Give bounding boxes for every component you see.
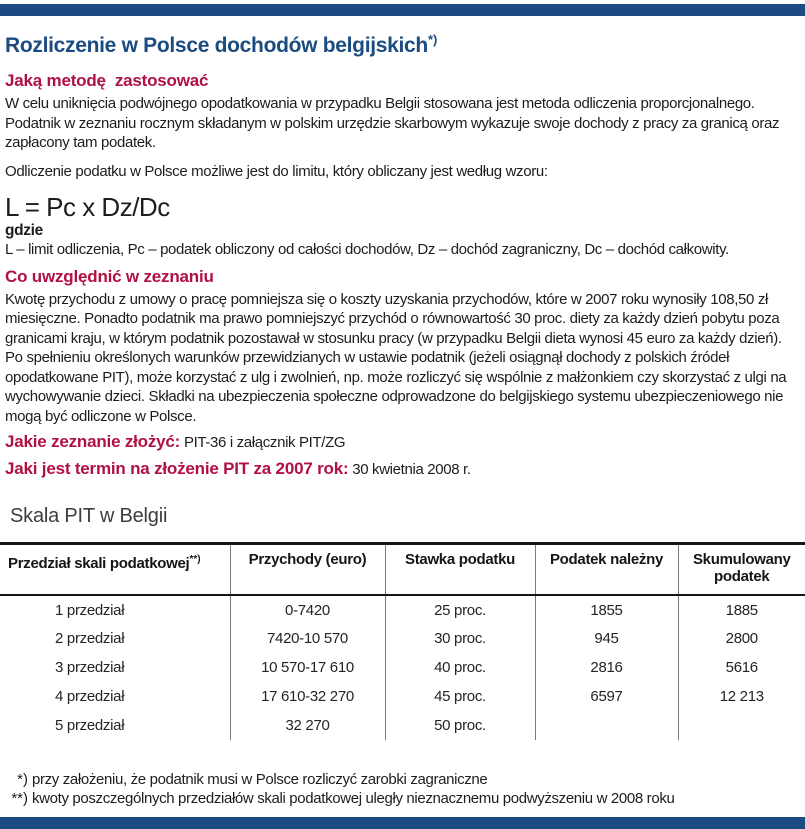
table-cell: 5616 [678,653,805,682]
footnote-text: przy założeniu, że podatnik musi w Polsce rozliczyć zarobki zagraniczne [32,771,488,788]
table-cell: 7420-10 570 [230,624,385,653]
table-row [0,711,805,740]
pit-scale-table [0,542,805,740]
qa-declaration-label: Jakie zeznanie złożyć: [5,432,181,451]
table-cell: 45 proc. [385,682,535,711]
table-cell: 1 przedział [55,601,125,619]
table-cell: 32 270 [230,711,385,740]
table-row [0,624,805,653]
column-header-rate: Stawka podatku [385,544,535,596]
footnote-single-star [0,770,805,789]
table-header-row [0,544,805,596]
footnote-marker: *) [17,771,28,788]
table-cell: 2800 [678,624,805,653]
table-cell: 5 przedział [55,717,125,734]
qa-declaration-value: PIT-36 i załącznik PIT/ZG [183,434,346,451]
table-cell: 2 przedział [55,630,125,647]
page-title-text: Rozliczenie w Polsce dochodów belgijskich [5,34,428,57]
table-cell: 1855 [535,595,678,624]
column-header-tax-due: Podatek należny [535,544,678,596]
page-title [5,27,805,58]
table-cell: 17 610-32 270 [230,682,385,711]
footnote-marker: **) [11,790,28,807]
qa-deadline-label: Jaki jest termin na złożenie PIT za 2007 rok: [5,459,349,478]
qa-line-declaration [5,432,805,453]
limit-formula: L = Pc x Dz/Dc [5,192,170,222]
table-cell: 30 proc. [385,624,535,653]
footnote-text: kwoty poszczególnych przedziałów skali podatkowej uległy nieznacznemu podwyższeniu w 2008 roku [32,790,675,807]
table-title: Skala PIT w Belgii [10,505,168,527]
table-cell: 0-7420 [230,595,385,624]
table-cell [535,711,678,740]
include-paragraph: Kwotę przychodu z umowy o pracę pomniejsza się o koszty uzyskania przychodów, które w 2007 roku wynosiły 108,50 zł miesięczne. Ponadto podatnik ma prawo pomniejszyć przychód o równowartość 30 proc. diety za każdy dzień pobytu poza granicami kraju, w którym podatnik pozostawał w stosunku pracy (w przypadku Belgii dieta wynosi 45 euro za każdy dzień). Po spełnieniu określonych warunków przewidzianych w ustawie podatnik (jeżeli osiągnął dochody z polskich źródeł opodatkowane PIT), może korzystać z ulg i zwolnień, np. może rozliczyć się wspólnie z małżonkiem czy skorzystać z ulgi na wychowywanie dzieci. Składki na ubezpieczenia społeczne odprowadzone do belgijskiego systemu ubezpieczeniowego nie mogą być odliczone w Polsce. [5,290,787,425]
table-cell: 945 [535,624,678,653]
formula-legend: L – limit odliczenia, Pc – podatek obliczony od całości dochodów, Dz – dochód zagraniczny, Dc – dochód całkowity. [5,241,729,258]
table-cell: 4 przedział [55,688,125,705]
table-cell: 2816 [535,653,678,682]
method-paragraph-1: W celu uniknięcia podwójnego opodatkowania w przypadku Belgii stosowana jest metoda odliczenia proporcjonalnego. Podatnik w zeznaniu rocznym składanym w polskim urzędzie skarbowym wykazuje swoje dochody z pracy za granicą oraz zapłacony tam podatek. [5,95,780,151]
section-heading-method: Jaką metodę zastosować [5,71,209,90]
top-divider-bar [0,4,805,16]
table-row [0,682,805,711]
column-header-footnote-marker: **) [189,554,201,565]
qa-line-deadline [5,459,805,480]
table-cell: 12 213 [678,682,805,711]
table-cell: 1885 [678,595,805,624]
table-cell: 10 570-17 610 [230,653,385,682]
page-title-footnote-marker: *) [427,32,438,47]
method-paragraph-2: Odliczenie podatku w Polsce możliwe jest do limitu, który obliczany jest według wzoru: [5,162,548,180]
table-cell [678,711,805,740]
section-heading-include: Co uwzględnić w zeznaniu [5,266,214,286]
column-header-revenue: Przychody (euro) [230,544,385,596]
table-cell: 3 przedział [55,659,125,676]
bottom-divider-bar [0,817,805,829]
table-cell: 50 proc. [385,711,535,740]
table-row [0,653,805,682]
formula-where-label: gdzie [5,222,43,239]
table-row [0,595,805,624]
footnote-double-star [0,789,805,808]
footnotes [0,770,805,808]
qa-deadline-value: 30 kwietnia 2008 r. [352,461,471,478]
column-header-bracket [0,544,230,596]
column-header-bracket-label: Przedział skali podatkowej [8,555,190,572]
column-header-cumulative-tax: Skumulowany podatek [678,544,805,596]
table-cell: 40 proc. [385,653,535,682]
table-cell: 25 proc. [385,595,535,624]
table-cell: 6597 [535,682,678,711]
